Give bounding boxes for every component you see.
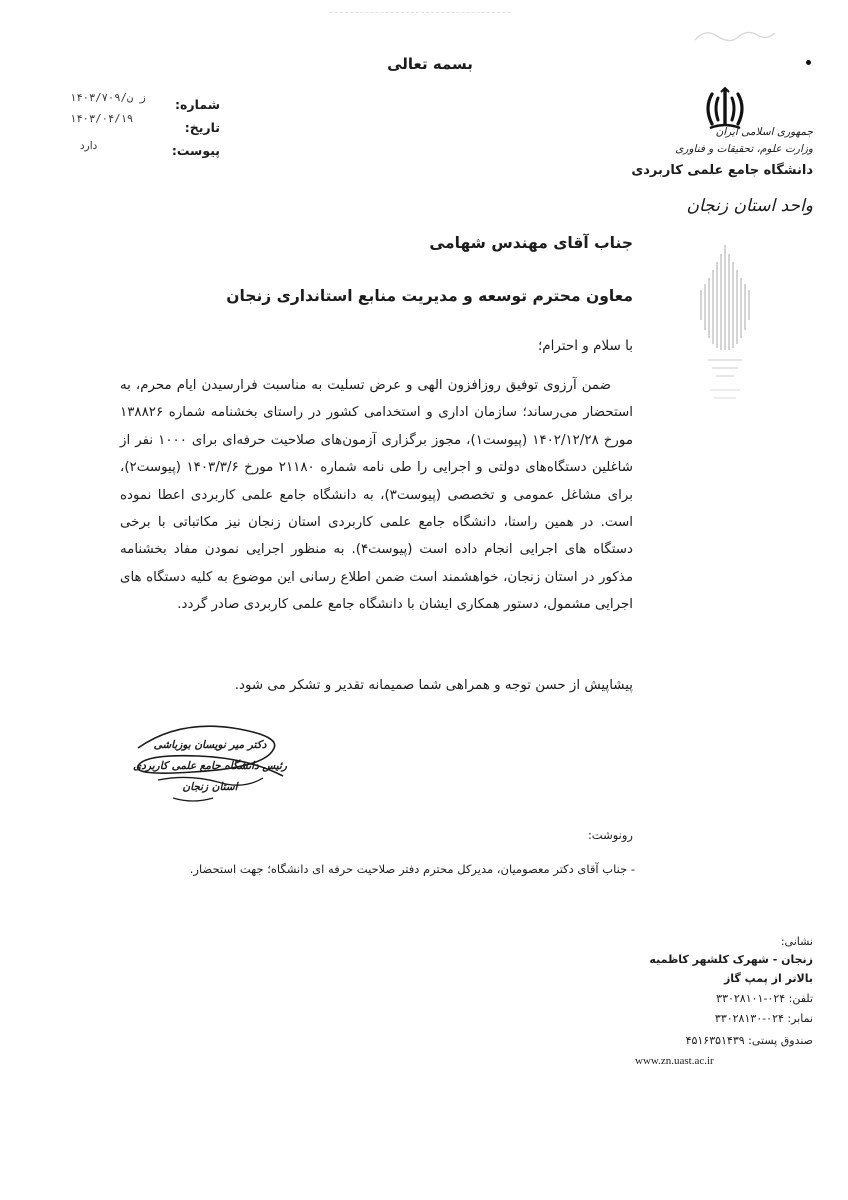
number-label: شماره: [175,97,220,112]
university-building-watermark [690,240,760,410]
basmala-heading: بسمه تعالی [387,55,473,73]
header-unit: واحد استان زنجان [686,196,813,216]
signatory-name: دکتر میر نویسان بوزباشی [153,739,267,751]
footer-address-line-1: زنجان - شهرک کلشهر کاظمیه [649,953,813,966]
header-university: دانشگاه جامع علمی کاربردی [631,163,813,178]
footer-address-label: نشانی: [780,935,813,948]
attachment-label: پیوست: [171,143,220,158]
footer-address-line-2: بالاتر از پمپ گاز [723,972,813,985]
letter-body-paragraph: ضمن آرزوی توفیق روزافزون الهی و عرض تسلیت به مناسبت فرارسیدن ایام محرم، به استحضار می‌رساند؛ سازمان اداری و استخدامی کشور در راستای بخشنامه شماره ۱۳۸۸۲۶ مورخ ۱۴۰۲/۱۲/۲۸ (پیوست۱)، مجوز برگزاری آزمون‌های صلاحیت حرفه‌ای برای ۱۰۰۰ نفر از شاغلین دستگاه‌های دولتی و اجرایی را طی نامه شماره ۲۱۱۸۰ مورخ ۱۴۰۳/۳/۶ (پیوست۲)، برای مشاغل عمومی و تخصصی (پیوست۳)، به دانشگاه جامع علمی کاربردی اعطا نموده است. در همین راستا، دانشگاه جامع علمی کاربردی استان زنجان نیز مکاتباتی با برخی دستگاه های اجرایی انجام داده است (پیوست۴). به منظور اجرایی نمودن مفاد بخشنامه مذکور در استان زنجان، خواهشمند است ضمن اطلاع رسانی این موضوع به کلیه دستگاه های اجرایی مشمول، دستور همکاری ایشان با دانشگاه جامع علمی کاربردی صادر گردد. [120,378,633,613]
signatory-title: رئیس دانشگاه جامع علمی کاربردی [133,760,287,772]
cc-recipient-item: - جناب آقای دکتر معصومیان، مدیرکل محترم دفتر صلاحیت حرفه ای دانشگاه؛ جهت استحضار. [189,862,635,876]
corner-scribble-mark [690,22,780,52]
recipient-title: معاون محترم توسعه و مدیریت منابع استانداری زنجان [226,287,633,305]
header-ministry: وزارت علوم، تحقیقات و فناوری [675,143,813,155]
footer-website: www.zn.uast.ac.ir [635,1055,714,1067]
corner-dot-mark [806,60,811,65]
scan-artifact-line [330,12,510,14]
closing-text: پیشاپیش از حسن توجه و همراهی شما صمیمانه تقدیر و تشکر می شود. [234,678,633,693]
recipient-name: جناب آقای مهندس شهامی [429,234,633,252]
footer-fax: نمابر: ۰۲۴-۳۳۰۲۸۱۳۰ [714,1012,813,1025]
greeting-text: با سلام و احترام؛ [537,338,633,354]
footer-pobox: صندوق پستی: ۴۵۱۶۳۵۱۴۳۹ [685,1034,813,1047]
footer-phone: تلفن: ۰۲۴-۳۳۰۲۸۱۰۱ [716,992,813,1005]
cc-label: رونوشت: [587,828,633,842]
header-republic: جمهوری اسلامی ایران [715,126,813,138]
date-label: تاریخ: [184,120,220,135]
signatory-region: استان زنجان [182,781,238,793]
attachment-value: دارد [80,140,98,152]
number-value: ۱۴۰۳/۷۰۹/ز ن [70,92,146,104]
date-value: ۱۴۰۳/۰۴/۱۹ [70,113,134,125]
